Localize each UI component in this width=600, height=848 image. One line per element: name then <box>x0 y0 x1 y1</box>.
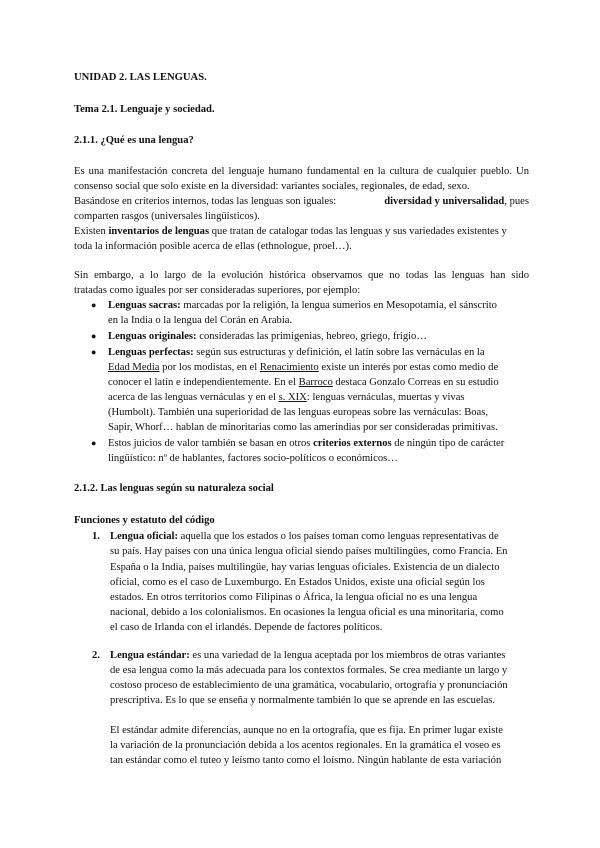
list-line: el caso de Irlanda con el irlandés. Depende de factores políticos. <box>110 622 383 633</box>
list-text: es una variedad de la lengua aceptada por los miembros de otras variantes <box>192 650 506 661</box>
bullet-line: (Humbolt). También una superioridad de las lenguas europeas sobre las vernáculas: Boas, <box>108 407 489 418</box>
bullet-line: en la India o la lengua del Corán en Arabia. <box>108 315 293 326</box>
bullet-text: marcadas por la religión, la lengua sumerios en Mesopotamia, el sánscrito <box>183 300 497 311</box>
paragraph-line: Es una manifestación concreta del lenguaje humano fundamental en la cultura de cualquier pueblo. Un <box>74 166 529 177</box>
list-line: oficial, como es el caso de Luxemburgo. En Estados Unidos, existe una oficial según los <box>110 577 485 588</box>
list-number: 2. <box>92 650 100 661</box>
link-siglo-xix[interactable]: s. XIX <box>278 392 307 403</box>
list-number: 1. <box>92 531 100 542</box>
bullet-text: : lenguas vernáculas, muertas y vivas <box>306 392 465 403</box>
emphasis-text: inventarios de lenguas <box>108 226 210 237</box>
subheading: Funciones y estatuto del código <box>74 515 215 526</box>
list-label: Lengua oficial: <box>110 531 178 542</box>
paragraph-line <box>74 224 507 239</box>
paragraph-text: Existen <box>74 226 106 237</box>
list-line: la variación de la pronunciación debida a los acentos regionales. En la gramática el voseo es <box>110 740 501 751</box>
bullet-line <box>108 329 427 344</box>
bullet-text: Estos juicios de valor también se basan en otros <box>108 438 311 449</box>
list-label: Lengua estándar: <box>110 650 190 661</box>
bullet-label: Lenguas originales: <box>108 331 197 342</box>
list-line <box>110 529 499 544</box>
emphasis-text: criterios externos <box>313 438 392 449</box>
bullet-line <box>108 298 497 313</box>
bullet-line: lingüístico: nº de hablantes, factores socio-políticos o económicos… <box>108 453 398 464</box>
bullet-line <box>108 360 498 375</box>
link-renacimiento[interactable]: Renacimiento <box>259 362 319 373</box>
list-line: su país. Hay países con una única lengua oficial siendo países multilingües, como Francia. En <box>110 546 508 557</box>
section-heading-2-1-1: 2.1.1. ¿Qué es una lengua? <box>74 135 194 146</box>
paragraph-text: , pues <box>504 196 529 207</box>
bullet-text: conocer el latín e independientemente. En el <box>108 377 296 388</box>
bullet-text: por los modistas, en el <box>162 362 258 373</box>
bullet-text: según sus estructuras y definición, el latín sobre las vernáculas en la <box>196 347 485 358</box>
paragraph-text: Basándose en criterios internos, todas las lenguas son iguales: <box>74 196 337 207</box>
paragraph-line: toda la información posible acerca de ellas (ethnologue, proel…). <box>74 241 352 252</box>
paragraph-line: Sin embargo, a lo largo de la evolución histórica observamos que no todas las lenguas han sido <box>74 270 529 281</box>
list-line: España o la India, países multilingüe, hay varias lenguas oficiales. Existencia de un dialecto <box>110 562 500 573</box>
bullet-text: destaca Gonzalo Correas en su estudio <box>335 377 499 388</box>
bullet-line <box>108 436 504 451</box>
bullet-icon: ● <box>91 438 97 448</box>
list-line: de esa lengua como la más adecuada para los contextos formales. Se crea mediante un largo y <box>110 665 508 676</box>
list-line: El estándar admite diferencias, aunque no en la ortografía, que es fija. En primer lugar existe <box>110 725 503 736</box>
section-heading-2-1-2: 2.1.2. Las lenguas según su naturaleza social <box>74 483 274 494</box>
link-barroco[interactable]: Barroco <box>298 377 333 388</box>
bullet-icon: ● <box>91 347 97 357</box>
topic-title: Tema 2.1. Lenguaje y sociedad. <box>74 104 215 115</box>
list-text: aquella que los estados o los países toman como lenguas representativas de <box>180 531 499 542</box>
bullet-icon: ● <box>91 300 97 310</box>
paragraph-line <box>74 194 529 209</box>
list-line: nacional, debido a los colonialismos. En ocasiones la lengua oficial es una minoritaria, como <box>110 607 504 618</box>
bullet-line: Sapir, Whorf… hablan de minoritarias como las amerindias por ser consideradas primitivas. <box>108 422 498 433</box>
paragraph-line: comparten rasgos (universales lingüísticos). <box>74 211 260 222</box>
bullet-text: consideradas las primigenias, hebreo, griego, frigio… <box>199 331 427 342</box>
link-edad-media[interactable]: Edad Media <box>108 362 160 373</box>
bullet-text: de ningún tipo de carácter <box>394 438 505 449</box>
bullet-text: acerca de las lenguas vernáculas y en el <box>108 392 276 403</box>
bullet-line <box>108 390 465 405</box>
bullet-text: existe un interés por estas como medio de <box>321 362 499 373</box>
list-line: estados. En otros territorios como Filipinas o África, la lengua oficial no es una lengua <box>110 592 478 603</box>
bullet-label: Lenguas sacras: <box>108 300 181 311</box>
list-line: tan estándar como el tuteo y leísmo tanto como el loísmo. Ningún hablante de esta variación <box>110 755 502 766</box>
bullet-line <box>108 375 499 390</box>
paragraph-text: que tratan de catalogar todas las lenguas y sus variedades existentes y <box>211 226 507 237</box>
emphasis-text: diversidad y universalidad <box>384 196 505 207</box>
list-line: costoso proceso de establecimiento de una gramática, vocabulario, ortografía y pronunciación <box>110 680 508 691</box>
list-line <box>110 648 505 663</box>
bullet-line <box>108 345 485 360</box>
list-line: prescriptiva. Es lo que se enseña y normalmente también lo que se aprende en las escuelas. <box>110 695 496 706</box>
bullet-icon: ● <box>91 331 97 341</box>
unit-title: UNIDAD 2. LAS LENGUAS. <box>74 72 207 83</box>
paragraph-line: consenso social que solo existe en la diversidad: variantes sociales, regionales, de edad, sexo. <box>74 181 470 192</box>
paragraph-line: tratadas como iguales por ser consideradas superiores, por ejemplo: <box>74 285 361 296</box>
bullet-label: Lenguas perfectas: <box>108 347 194 358</box>
